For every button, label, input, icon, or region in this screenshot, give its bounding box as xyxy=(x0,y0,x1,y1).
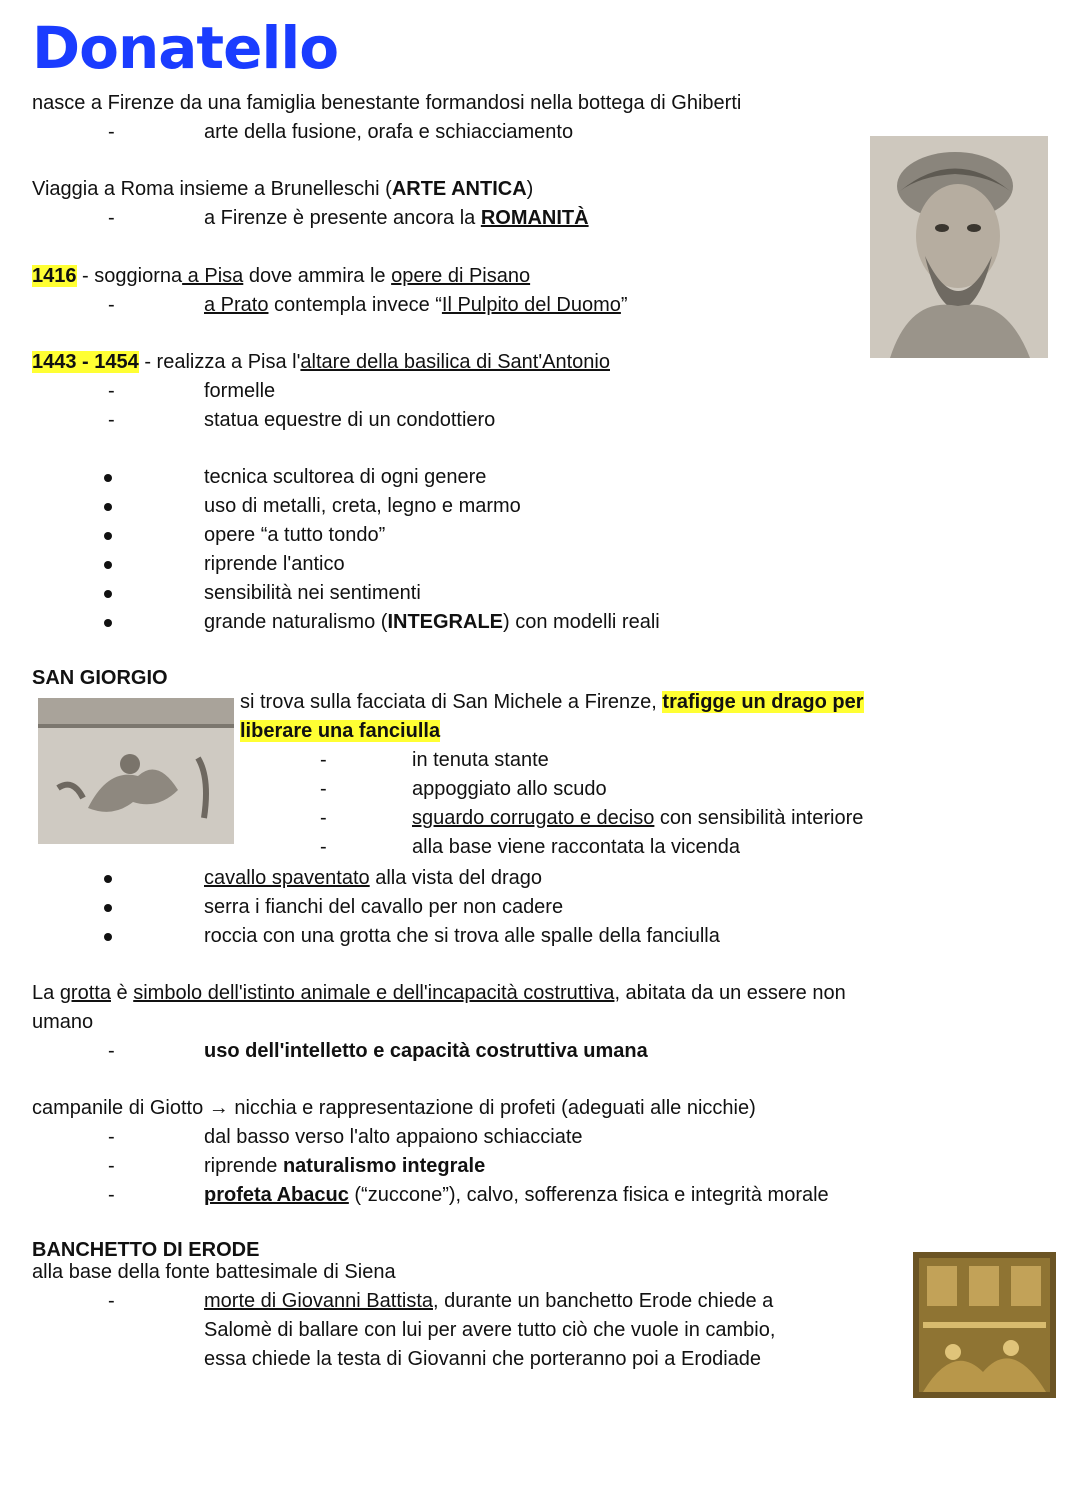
donatello-portrait-image xyxy=(870,136,1048,358)
dash-marker: - xyxy=(108,1155,115,1177)
bullet-item: roccia con una grotta che si trova alle spalle della fanciulla xyxy=(204,925,720,947)
list-item: riprende naturalismo integrale xyxy=(204,1155,486,1177)
list-item: sguardo corrugato e deciso con sensibilità interiore xyxy=(412,807,864,829)
bullet-item: cavallo spaventato alla vista del drago xyxy=(204,867,542,889)
dash-marker: - xyxy=(108,121,115,143)
roma-line: Viaggia a Roma insieme a Brunelleschi (ARTE ANTICA) xyxy=(32,178,534,200)
dash-marker: - xyxy=(108,1040,115,1062)
san-giorgio-line2: liberare una fanciulla xyxy=(240,720,441,742)
list-item: alla base viene raccontata la vicenda xyxy=(412,836,740,858)
bullet-item: serra i fianchi del cavallo per non cadere xyxy=(204,896,564,918)
roma-item: a Firenze è presente ancora la ROMANITÀ xyxy=(204,207,589,229)
grotta-line2: umano xyxy=(32,1011,94,1033)
list-item: dal basso verso l'alto appaiono schiacciate xyxy=(204,1126,583,1148)
dash-marker: - xyxy=(320,749,327,771)
bullet-marker xyxy=(104,590,112,598)
bullet-marker xyxy=(104,875,112,883)
list-item: profeta Abacuc (“zuccone”), calvo, sofferenza fisica e integrità morale xyxy=(204,1184,829,1206)
grotta-line: La grotta è simbolo dell'istinto animale e dell'incapacità costruttiva, abitata da un essere non xyxy=(32,982,846,1004)
bullet-marker xyxy=(104,503,112,511)
banchetto-line2: Salomè di ballare con lui per avere tutto ciò che vuole in cambio, xyxy=(204,1319,776,1341)
grotta-item: uso dell'intelletto e capacità costruttiva umana xyxy=(204,1040,648,1062)
bullet-marker xyxy=(104,933,112,941)
feature-item: opere “a tutto tondo” xyxy=(204,524,386,546)
san-giorgio-line1: si trova sulla facciata di San Michele a Firenze, trafigge un drago per xyxy=(240,691,864,713)
section-heading-san-giorgio: SAN GIORGIO xyxy=(32,667,168,689)
dash-marker: - xyxy=(108,380,115,402)
campanile-line: campanile di Giotto → nicchia e rappresentazione di profeti (adeguati alle nicchie) xyxy=(32,1097,756,1119)
san-giorgio-relief-image xyxy=(38,698,234,844)
list-item: appoggiato allo scudo xyxy=(412,778,607,800)
section-heading-banchetto: BANCHETTO DI ERODE xyxy=(32,1239,260,1261)
banchetto-line3: essa chiede la testa di Giovanni che porteranno poi a Erodiade xyxy=(204,1348,762,1370)
banchetto-relief-image xyxy=(913,1252,1056,1398)
year-1443-line: 1443 - 1454 - realizza a Pisa l'altare della basilica di Sant'Antonio xyxy=(32,351,610,373)
intro-text: nasce a Firenze da una famiglia benestante formandosi nella bottega di Ghiberti xyxy=(32,92,742,114)
bullet-marker xyxy=(104,561,112,569)
feature-item: uso di metalli, creta, legno e marmo xyxy=(204,495,521,517)
banchetto-sub: alla base della fonte battesimale di Siena xyxy=(32,1261,396,1283)
dash-marker: - xyxy=(320,836,327,858)
list-item: formelle xyxy=(204,380,276,402)
dash-marker: - xyxy=(108,207,115,229)
feature-item: sensibilità nei sentimenti xyxy=(204,582,421,604)
list-item: statua equestre di un condottiero xyxy=(204,409,496,431)
dash-marker: - xyxy=(320,778,327,800)
bullet-marker xyxy=(104,619,112,627)
dash-marker: - xyxy=(108,1290,115,1312)
year-1416-item: a Prato contempla invece “Il Pulpito del Duomo” xyxy=(204,294,628,316)
feature-item: tecnica scultorea di ogni genere xyxy=(204,466,487,488)
dash-marker: - xyxy=(108,409,115,431)
dash-marker: - xyxy=(108,294,115,316)
list-item: in tenuta stante xyxy=(412,749,549,771)
bullet-marker xyxy=(104,904,112,912)
feature-item: riprende l'antico xyxy=(204,553,345,575)
dash-marker: - xyxy=(108,1126,115,1148)
feature-item: grande naturalismo (INTEGRALE) con modelli reali xyxy=(204,611,660,633)
banchetto-item: morte di Giovanni Battista, durante un banchetto Erode chiede a xyxy=(204,1290,774,1312)
bullet-marker xyxy=(104,532,112,540)
year-1416-line: 1416 - soggiorna a Pisa dove ammira le opere di Pisano xyxy=(32,265,531,287)
page-title: Donatello xyxy=(32,14,339,82)
intro-item: arte della fusione, orafa e schiacciamento xyxy=(204,121,574,143)
bullet-marker xyxy=(104,474,112,482)
dash-marker: - xyxy=(108,1184,115,1206)
dash-marker: - xyxy=(320,807,327,829)
